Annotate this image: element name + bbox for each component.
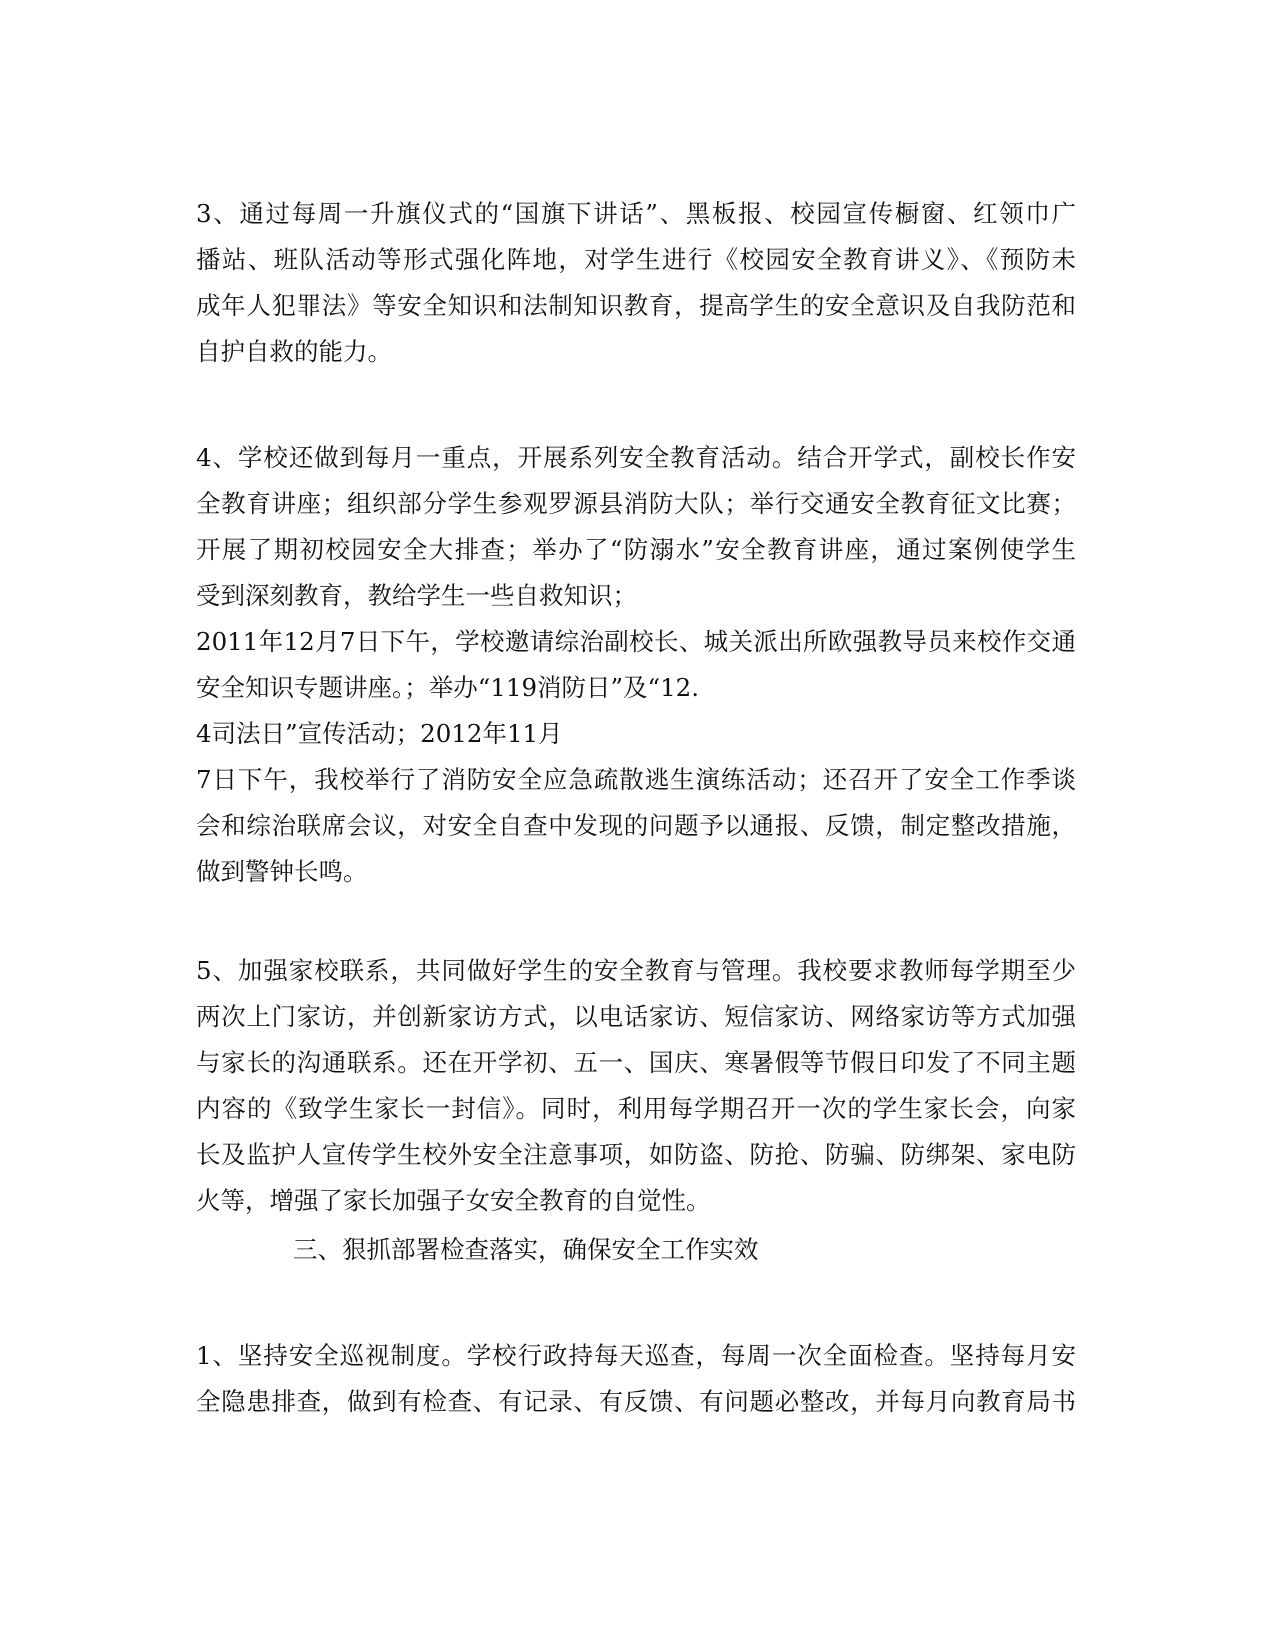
paragraph-line: 长及监护人宣传学生校外安全注意事项，如防盗、防抢、防骗、防绑架、家电防 bbox=[196, 1140, 1076, 1169]
paragraph-line: 4、学校还做到每月一重点，开展系列安全教育活动。结合开学式，副校长作安 bbox=[196, 443, 1076, 472]
paragraph-line: 受到深刻教育，教给学生一些自救知识； bbox=[196, 581, 637, 610]
paragraph-line: 4司法日”宣传活动；2012年11月 bbox=[196, 719, 563, 748]
paragraph-line: 1、坚持安全巡视制度。学校行政持每天巡查，每周一次全面检查。坚持每月安 bbox=[196, 1341, 1076, 1370]
section-heading: 三、狠抓部署检查落实，确保安全工作实效 bbox=[293, 1235, 759, 1264]
paragraph-line: 内容的《致学生家长一封信》。同时，利用每学期召开一次的学生家长会，向家 bbox=[196, 1094, 1076, 1123]
paragraph-line: 火等，增强了家长加强子女安全教育的自觉性。 bbox=[196, 1186, 711, 1215]
paragraph-line: 7日下午，我校举行了消防安全应急疏散逃生演练活动；还召开了安全工作季谈 bbox=[196, 765, 1076, 794]
paragraph-line: 全隐患排查，做到有检查、有记录、有反馈、有问题必整改，并每月向教育局书 bbox=[196, 1387, 1076, 1416]
paragraph-5 bbox=[196, 948, 1076, 1224]
paragraph-line: 3、通过每周一升旗仪式的“国旗下讲话”、黑板报、校园宣传橱窗、红领巾广 bbox=[196, 199, 1076, 228]
paragraph-line: 做到警钟长鸣。 bbox=[196, 857, 368, 886]
paragraph-line: 与家长的沟通联系。还在开学初、五一、国庆、寒暑假等节假日印发了不同主题 bbox=[196, 1048, 1076, 1077]
paragraph-4 bbox=[196, 435, 1076, 895]
paragraph-line: 5、加强家校联系，共同做好学生的安全教育与管理。我校要求教师每学期至少 bbox=[196, 956, 1076, 985]
paragraph-line: 安全知识专题讲座。；举办“119消防日”及“12. bbox=[196, 673, 700, 702]
paragraph-section3-item1 bbox=[196, 1333, 1076, 1425]
paragraph-line: 两次上门家访，并创新家访方式，以电话家访、短信家访、网络家访等方式加强 bbox=[196, 1002, 1076, 1031]
paragraph-line: 开展了期初校园安全大排查；举办了“防溺水”安全教育讲座，通过案例使学生 bbox=[196, 535, 1076, 564]
paragraph-line: 播站、班队活动等形式强化阵地，对学生进行《校园安全教育讲义》、《预防未 bbox=[196, 245, 1076, 274]
paragraph-line: 全教育讲座；组织部分学生参观罗源县消防大队；举行交通安全教育征文比赛； bbox=[196, 489, 1076, 518]
paragraph-line: 自护自救的能力。 bbox=[196, 337, 392, 366]
paragraph-line: 成年人犯罪法》等安全知识和法制知识教育，提高学生的安全意识及自我防范和 bbox=[196, 291, 1076, 320]
paragraph-line: 2011年12月7日下午，学校邀请综治副校长、城关派出所欧强教导员来校作交通 bbox=[196, 627, 1076, 656]
paragraph-3 bbox=[196, 191, 1076, 375]
paragraph-line: 会和综治联席会议，对安全自查中发现的问题予以通报、反馈，制定整改措施， bbox=[196, 811, 1076, 840]
